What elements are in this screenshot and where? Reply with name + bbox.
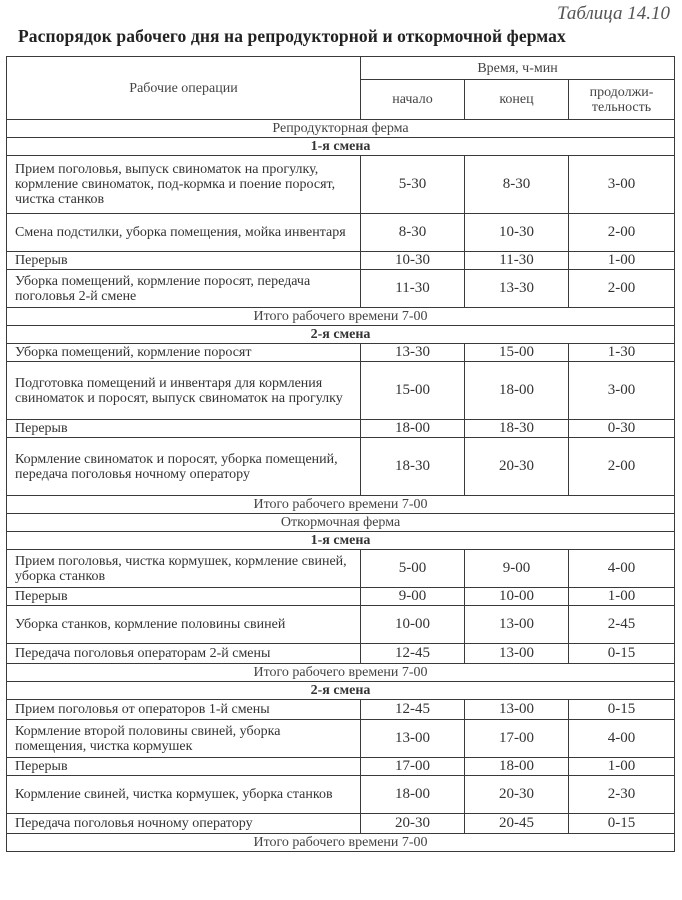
- farm-title: Откормочная ферма: [7, 514, 675, 532]
- duration-cell: 2-00: [569, 270, 675, 308]
- duration-cell: 1-30: [569, 344, 675, 362]
- operation-cell: Уборка помещений, кормление поросят: [7, 344, 361, 362]
- start-time-cell: 18-00: [361, 420, 465, 438]
- table-row: [7, 700, 675, 720]
- end-time-cell: 20-45: [465, 814, 569, 834]
- duration-cell: 4-00: [569, 550, 675, 588]
- start-time-cell: 12-45: [361, 700, 465, 720]
- header-operations: Рабочие операции: [7, 57, 361, 120]
- end-time-cell: 9-00: [465, 550, 569, 588]
- duration-cell: 2-30: [569, 776, 675, 814]
- start-time-cell: 5-30: [361, 156, 465, 214]
- total-working-time-row: [7, 308, 675, 326]
- end-time-cell: 17-00: [465, 720, 569, 758]
- end-time-cell: 10-30: [465, 214, 569, 252]
- shift-label: 2-я смена: [7, 326, 675, 344]
- duration-cell: 2-45: [569, 606, 675, 644]
- table-row: [7, 758, 675, 776]
- duration-cell: 1-00: [569, 588, 675, 606]
- operation-cell: Перерыв: [7, 252, 361, 270]
- start-time-cell: 17-00: [361, 758, 465, 776]
- table-row: [7, 214, 675, 252]
- start-time-cell: 13-30: [361, 344, 465, 362]
- start-time-cell: 20-30: [361, 814, 465, 834]
- total-working-time: Итого рабочего времени 7-00: [7, 664, 675, 682]
- duration-cell: 3-00: [569, 362, 675, 420]
- total-working-time-row: [7, 834, 675, 852]
- end-time-cell: 13-00: [465, 606, 569, 644]
- operation-cell: Смена подстилки, уборка помещения, мойка инвентаря: [7, 214, 361, 252]
- end-time-cell: 11-30: [465, 252, 569, 270]
- table-row: [7, 344, 675, 362]
- end-time-cell: 18-00: [465, 758, 569, 776]
- operation-cell: Кормление свиней, чистка кормушек, уборка станков: [7, 776, 361, 814]
- table-title: Распорядок рабочего дня на репродукторной и откормочной фермах: [18, 26, 566, 46]
- operation-cell: Прием поголовья, выпуск свиноматок на прогулку, кормление свиноматок, под-кормка и поение поросят, чистка станков: [7, 156, 361, 214]
- operation-cell: Перерыв: [7, 420, 361, 438]
- duration-cell: 3-00: [569, 156, 675, 214]
- farm-title: Репродукторная ферма: [7, 120, 675, 138]
- table-row: [7, 362, 675, 420]
- duration-cell: 0-15: [569, 700, 675, 720]
- table-row: [7, 588, 675, 606]
- duration-cell: 4-00: [569, 720, 675, 758]
- start-time-cell: 10-00: [361, 606, 465, 644]
- operation-cell: Передача поголовья операторам 2-й смены: [7, 644, 361, 664]
- end-time-cell: 18-00: [465, 362, 569, 420]
- header-start: начало: [361, 80, 465, 120]
- duration-cell: 2-00: [569, 214, 675, 252]
- end-time-cell: 15-00: [465, 344, 569, 362]
- total-working-time: Итого рабочего времени 7-00: [7, 496, 675, 514]
- start-time-cell: 13-00: [361, 720, 465, 758]
- operation-cell: Уборка станков, кормление половины свиней: [7, 606, 361, 644]
- end-time-cell: 13-00: [465, 644, 569, 664]
- table-row: [7, 776, 675, 814]
- start-time-cell: 12-45: [361, 644, 465, 664]
- operation-cell: Уборка помещений, кормление поросят, передача поголовья 2-й смене: [7, 270, 361, 308]
- end-time-cell: 20-30: [465, 438, 569, 496]
- total-working-time: Итого рабочего времени 7-00: [7, 834, 675, 852]
- table-row: [7, 252, 675, 270]
- operation-cell: Прием поголовья от операторов 1-й смены: [7, 700, 361, 720]
- table-row: [7, 644, 675, 664]
- start-time-cell: 10-30: [361, 252, 465, 270]
- table-caption: Таблица 14.10: [557, 3, 670, 24]
- shift-label: 1-я смена: [7, 532, 675, 550]
- end-time-cell: 18-30: [465, 420, 569, 438]
- start-time-cell: 11-30: [361, 270, 465, 308]
- farm-title-row: [7, 120, 675, 138]
- end-time-cell: 10-00: [465, 588, 569, 606]
- header-duration: продолжи- тельность: [569, 80, 675, 120]
- start-time-cell: 18-30: [361, 438, 465, 496]
- shift-label: 2-я смена: [7, 682, 675, 700]
- duration-cell: 1-00: [569, 252, 675, 270]
- shift-label-row: [7, 326, 675, 344]
- operation-cell: Перерыв: [7, 758, 361, 776]
- end-time-cell: 8-30: [465, 156, 569, 214]
- start-time-cell: 15-00: [361, 362, 465, 420]
- total-working-time-row: [7, 664, 675, 682]
- operation-cell: Передача поголовья ночному оператору: [7, 814, 361, 834]
- duration-cell: 0-15: [569, 644, 675, 664]
- shift-label-row: [7, 138, 675, 156]
- table-row: [7, 814, 675, 834]
- table-row: [7, 606, 675, 644]
- shift-label: 1-я смена: [7, 138, 675, 156]
- operation-cell: Кормление второй половины свиней, уборка помещения, чистка кормушек: [7, 720, 361, 758]
- end-time-cell: 13-00: [465, 700, 569, 720]
- shift-label-row: [7, 532, 675, 550]
- duration-cell: 0-15: [569, 814, 675, 834]
- duration-cell: 1-00: [569, 758, 675, 776]
- total-working-time: Итого рабочего времени 7-00: [7, 308, 675, 326]
- table-row: [7, 720, 675, 758]
- operation-cell: Кормление свиноматок и поросят, уборка помещений, передача поголовья ночному оператору: [7, 438, 361, 496]
- table-row: [7, 420, 675, 438]
- table-row: [7, 270, 675, 308]
- operation-cell: Подготовка помещений и инвентаря для кормления свиноматок и поросят, выпуск свиноматок на прогулку: [7, 362, 361, 420]
- total-working-time-row: [7, 496, 675, 514]
- end-time-cell: 13-30: [465, 270, 569, 308]
- start-time-cell: 9-00: [361, 588, 465, 606]
- schedule-table: [6, 56, 675, 852]
- start-time-cell: 5-00: [361, 550, 465, 588]
- start-time-cell: 8-30: [361, 214, 465, 252]
- operation-cell: Перерыв: [7, 588, 361, 606]
- table-row: [7, 156, 675, 214]
- farm-title-row: [7, 514, 675, 532]
- end-time-cell: 20-30: [465, 776, 569, 814]
- table-row: [7, 550, 675, 588]
- duration-cell: 2-00: [569, 438, 675, 496]
- header-time: Время, ч-мин: [361, 57, 675, 80]
- header-end: конец: [465, 80, 569, 120]
- start-time-cell: 18-00: [361, 776, 465, 814]
- duration-cell: 0-30: [569, 420, 675, 438]
- operation-cell: Прием поголовья, чистка кормушек, кормление свиней, уборка станков: [7, 550, 361, 588]
- table-row: [7, 438, 675, 496]
- shift-label-row: [7, 682, 675, 700]
